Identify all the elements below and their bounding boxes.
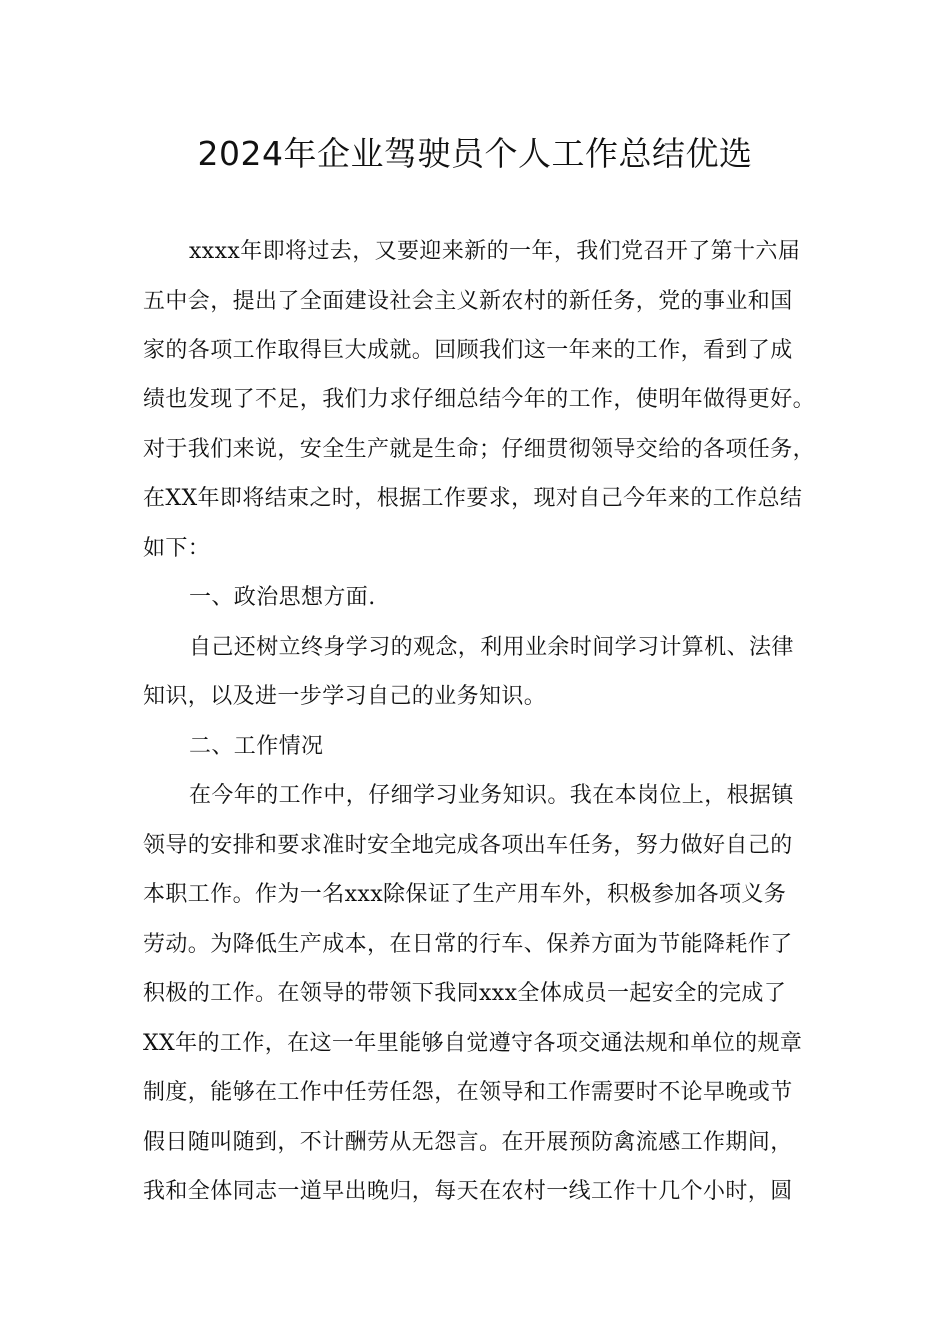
- paragraph-line: xxxx年即将过去，又要迎来新的一年，我们党召开了第十六届: [189, 239, 801, 264]
- paragraph-line: 积极的工作。在领导的带领下我同xxx全体成员一起安全的完成了: [143, 981, 787, 1006]
- paragraph-line: 在XX年即将结束之时，根据工作要求，现对自己今年来的工作总结: [143, 486, 803, 511]
- paragraph-line: 领导的安排和要求准时安全地完成各项出车任务，努力做好自己的: [143, 833, 793, 858]
- paragraph-line: 假日随叫随到，不计酬劳从无怨言。在开展预防禽流感工作期间，: [143, 1130, 793, 1155]
- paragraph-line: 在今年的工作中，仔细学习业务知识。我在本岗位上，根据镇: [189, 783, 794, 808]
- paragraph-line: 如下：: [143, 536, 211, 561]
- paragraph-line: 制度，能够在工作中任劳任怨，在领导和工作需要时不论早晚或节: [143, 1080, 793, 1105]
- paragraph-line: 五中会，提出了全面建设社会主义新农村的新任务，党的事业和国: [143, 289, 793, 314]
- paragraph-line: 家的各项工作取得巨大成就。回顾我们这一年来的工作，看到了成: [143, 338, 793, 363]
- paragraph-line: XX年的工作，在这一年里能够自觉遵守各项交通法规和单位的规章: [143, 1031, 803, 1056]
- paragraph-line: 对于我们来说，安全生产就是生命；仔细贯彻领导交给的各项任务，: [143, 437, 816, 462]
- paragraph-line: 绩也发现了不足，我们力求仔细总结今年的工作，使明年做得更好。: [143, 387, 816, 412]
- paragraph-line: 自己还树立终身学习的观念，利用业余时间学习计算机、法律: [189, 635, 794, 660]
- paragraph-line: 劳动。为降低生产成本，在日常的行车、保养方面为节能降耗作了: [143, 932, 793, 957]
- paragraph-line: 知识，以及进一步学习自己的业务知识。: [143, 684, 547, 709]
- paragraph-line: 我和全体同志一道早出晚归，每天在农村一线工作十几个小时，圆: [143, 1179, 793, 1204]
- section-heading-politics: 一、政治思想方面.: [189, 585, 376, 610]
- document-title: 2024年企业驾驶员个人工作总结优选: [197, 134, 753, 173]
- section-heading-work: 二、工作情况: [189, 734, 324, 759]
- paragraph-line: 本职工作。作为一名xxx除保证了生产用车外，积极参加各项义务: [143, 882, 787, 907]
